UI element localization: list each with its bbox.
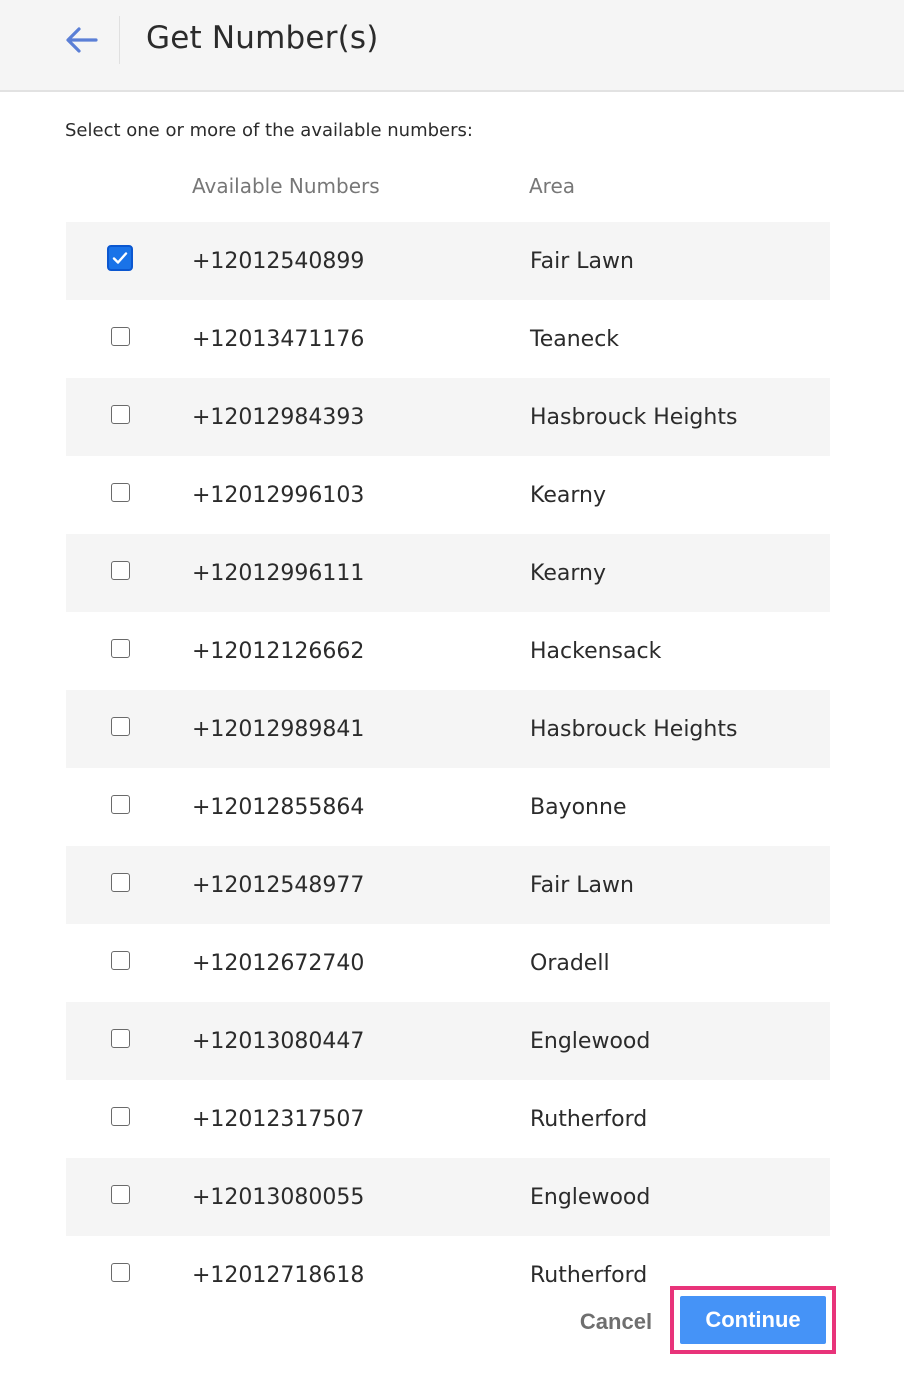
phone-number: +12012996103 <box>192 482 365 508</box>
row-checkbox-cell <box>106 378 134 456</box>
phone-number: +12012855864 <box>192 794 365 820</box>
phone-number: +12012672740 <box>192 950 365 976</box>
row-checkbox-cell <box>106 1236 134 1314</box>
area-name: Oradell <box>530 950 610 976</box>
checkbox[interactable] <box>111 405 130 424</box>
checkbox[interactable] <box>111 951 130 970</box>
table-row[interactable] <box>66 690 830 768</box>
back-button[interactable] <box>56 18 106 62</box>
table-row[interactable] <box>66 534 830 612</box>
checkbox[interactable] <box>111 639 130 658</box>
area-name: Hackensack <box>530 638 662 664</box>
numbers-table[interactable] <box>66 222 830 1288</box>
checkbox[interactable] <box>111 717 130 736</box>
instructions-text: Select one or more of the available numbers: <box>65 120 473 141</box>
table-row[interactable] <box>66 300 830 378</box>
area-name: Hasbrouck Heights <box>530 716 738 742</box>
phone-number: +12012718618 <box>192 1262 365 1288</box>
cancel-button[interactable]: Cancel <box>568 1300 664 1344</box>
row-checkbox-cell <box>106 768 134 846</box>
table-row[interactable] <box>66 1080 830 1158</box>
checkbox[interactable] <box>111 483 130 502</box>
table-row[interactable] <box>66 222 830 300</box>
checkmark-icon <box>112 251 128 265</box>
area-name: Kearny <box>530 560 606 586</box>
phone-number: +12013080055 <box>192 1184 365 1210</box>
table-row[interactable] <box>66 768 830 846</box>
row-checkbox-cell <box>106 456 134 534</box>
row-checkbox-cell <box>106 300 134 378</box>
header-bar <box>0 0 904 92</box>
arrow-left-icon <box>64 26 98 54</box>
phone-number: +12012126662 <box>192 638 365 664</box>
row-checkbox-cell <box>106 924 134 1002</box>
table-row[interactable] <box>66 612 830 690</box>
phone-number: +12012984393 <box>192 404 365 430</box>
checkbox[interactable] <box>111 1263 130 1282</box>
table-row[interactable] <box>66 846 830 924</box>
checkbox-checked[interactable] <box>107 245 133 271</box>
row-checkbox-cell <box>106 534 134 612</box>
phone-number: +12012996111 <box>192 560 365 586</box>
area-name: Rutherford <box>530 1106 648 1132</box>
row-checkbox-cell <box>106 846 134 924</box>
row-checkbox-cell <box>106 1080 134 1158</box>
checkbox[interactable] <box>111 873 130 892</box>
area-name: Fair Lawn <box>530 872 634 898</box>
area-name: Teaneck <box>530 326 620 352</box>
row-checkbox-cell <box>106 612 134 690</box>
phone-number: +12013080447 <box>192 1028 365 1054</box>
column-header-available-numbers: Available Numbers <box>192 174 380 198</box>
area-name: Rutherford <box>530 1262 648 1288</box>
table-row[interactable] <box>66 456 830 534</box>
table-row[interactable] <box>66 378 830 456</box>
continue-button[interactable]: Continue <box>680 1296 826 1344</box>
checkbox[interactable] <box>111 327 130 346</box>
phone-number: +12012989841 <box>192 716 365 742</box>
table-row[interactable] <box>66 924 830 1002</box>
area-name: Englewood <box>530 1184 651 1210</box>
row-checkbox-cell <box>106 222 134 300</box>
checkbox[interactable] <box>111 1185 130 1204</box>
header-divider <box>119 16 120 64</box>
table-row[interactable] <box>66 1002 830 1080</box>
page-title: Get Number(s) <box>146 20 379 56</box>
checkbox[interactable] <box>111 561 130 580</box>
checkbox[interactable] <box>111 1107 130 1126</box>
area-name: Bayonne <box>530 794 627 820</box>
phone-number: +12012540899 <box>192 248 365 274</box>
phone-number: +12013471176 <box>192 326 365 352</box>
column-header-area: Area <box>529 174 576 198</box>
phone-number: +12012548977 <box>192 872 365 898</box>
checkbox[interactable] <box>111 1029 130 1048</box>
area-name: Fair Lawn <box>530 248 634 274</box>
area-name: Kearny <box>530 482 606 508</box>
row-checkbox-cell <box>106 1002 134 1080</box>
table-row[interactable] <box>66 1158 830 1236</box>
area-name: Hasbrouck Heights <box>530 404 738 430</box>
row-checkbox-cell <box>106 690 134 768</box>
row-checkbox-cell <box>106 1158 134 1236</box>
checkbox[interactable] <box>111 795 130 814</box>
area-name: Englewood <box>530 1028 651 1054</box>
phone-number: +12012317507 <box>192 1106 365 1132</box>
